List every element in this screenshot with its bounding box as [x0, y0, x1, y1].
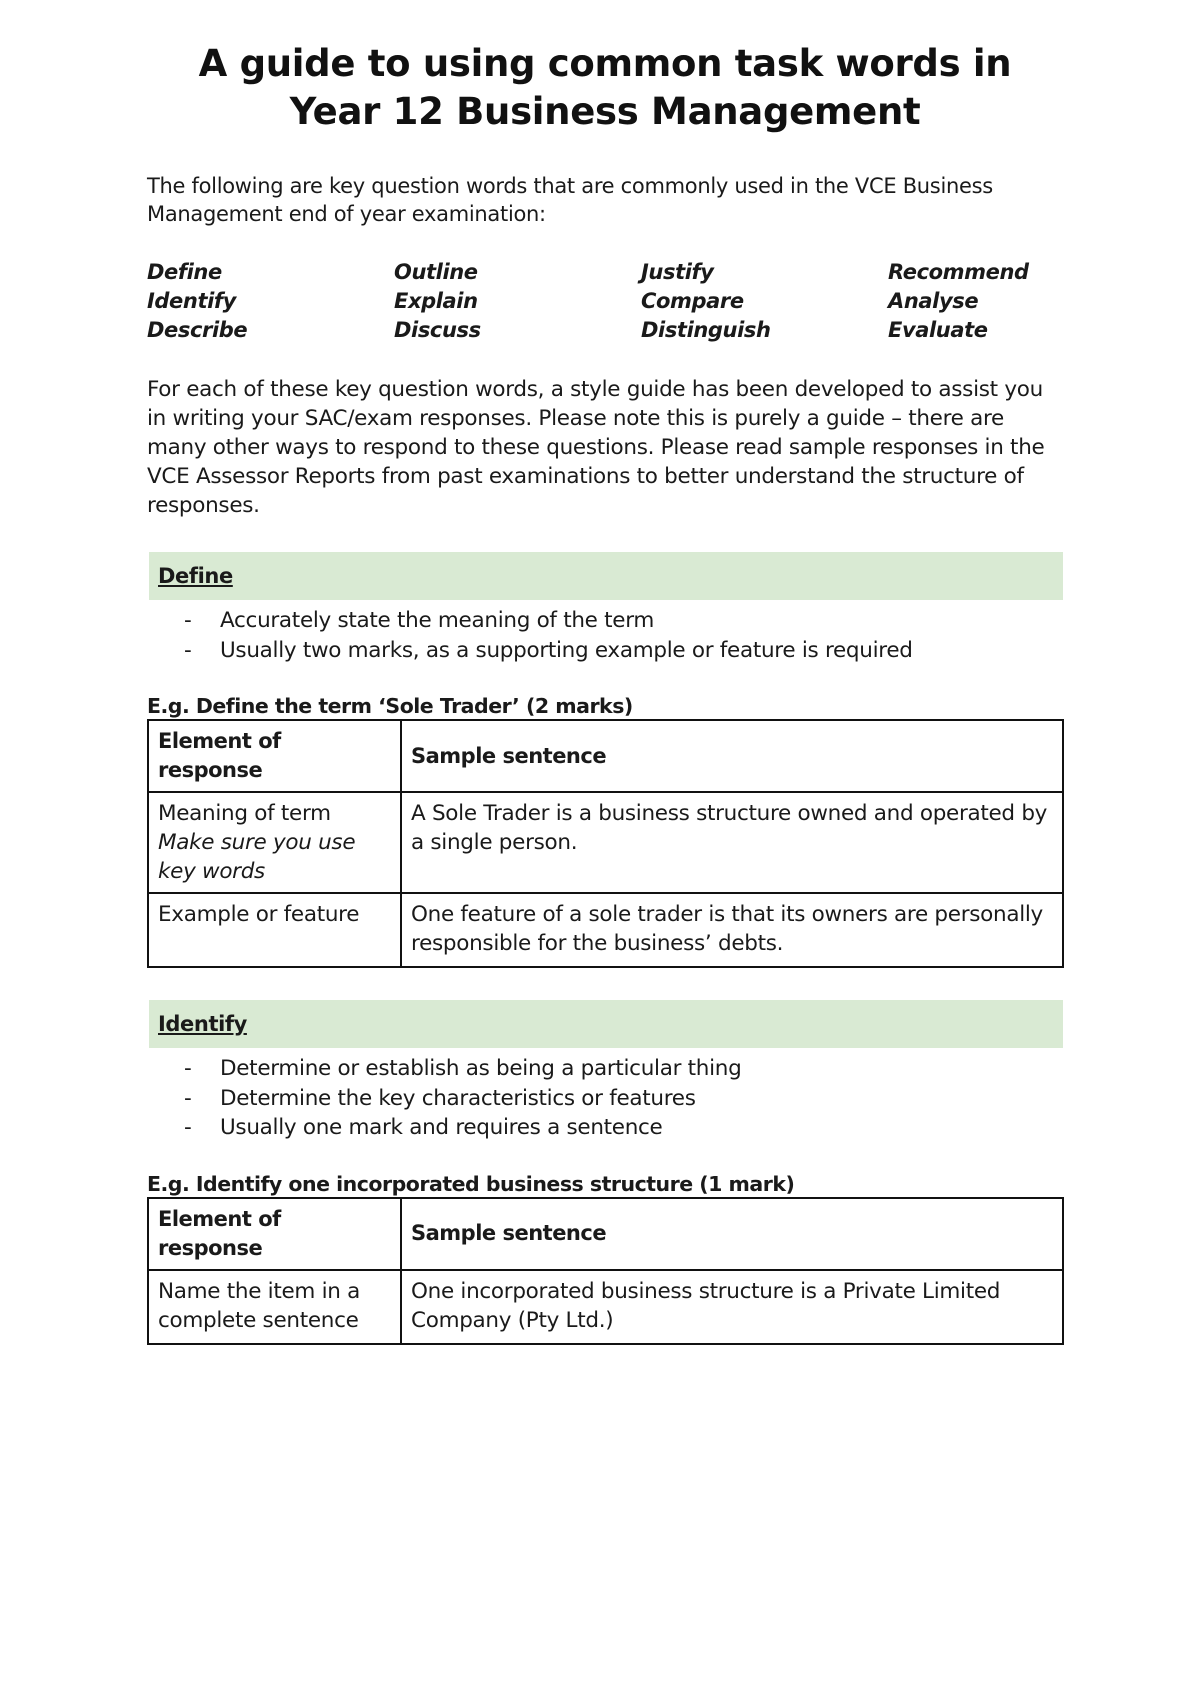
bullet-marker: -	[184, 637, 192, 663]
identify-example-question: E.g. Identify one incorporated business structure (1 mark)	[147, 1171, 795, 1196]
sample-cell: One feature of a sole trader is that its owners are personally responsible for the business’ debts.	[401, 893, 1063, 967]
element-text: Name the item in a complete sentence	[158, 1278, 360, 1333]
bullet-text: Usually one mark and requires a sentence	[220, 1115, 663, 1140]
bullet-text: Determine or establish as being a particular thing	[220, 1056, 742, 1081]
task-word: Justify	[641, 260, 714, 284]
document-title	[135, 40, 1075, 136]
bullet-marker: -	[184, 1056, 192, 1081]
bullet-text: Determine the key characteristics or features	[220, 1085, 696, 1111]
task-word: Identify	[147, 289, 236, 313]
task-word: Define	[147, 260, 222, 284]
table-row	[148, 1270, 1063, 1344]
bullet-marker: -	[184, 1085, 192, 1111]
list-item	[147, 636, 1062, 666]
element-text: Example or feature	[158, 902, 360, 927]
bullet-marker: -	[184, 608, 192, 633]
define-response-table	[147, 719, 1064, 968]
table-row	[148, 893, 1063, 967]
list-item	[147, 1113, 1062, 1143]
list-item	[147, 1084, 1062, 1114]
document-page	[147, 40, 1062, 1345]
define-example-question: E.g. Define the term ‘Sole Trader’ (2 marks)	[147, 694, 633, 718]
bullet-marker: -	[184, 1115, 192, 1140]
identify-bullet-list	[147, 1054, 1062, 1143]
table-row	[148, 792, 1063, 893]
title-line-1: A guide to using common task words in	[198, 42, 1012, 85]
column-header: Element of response	[148, 720, 401, 792]
task-word: Recommend	[888, 260, 1029, 284]
table-header-row	[148, 1198, 1063, 1270]
column-header: Sample sentence	[401, 720, 1063, 792]
task-word: Describe	[147, 318, 248, 342]
section-heading-define: Define	[149, 552, 1063, 600]
table-header-row	[148, 720, 1063, 792]
list-item	[147, 606, 1062, 636]
sample-cell: A Sole Trader is a business structure owned and operated by a single person.	[401, 792, 1063, 893]
column-header: Element of response	[148, 1198, 401, 1270]
element-cell	[148, 1270, 401, 1344]
task-word: Discuss	[394, 318, 481, 342]
element-tip: Make sure you use key words	[158, 830, 356, 884]
task-word: Evaluate	[888, 318, 988, 342]
task-words-grid	[147, 258, 1062, 345]
task-word: Explain	[394, 289, 478, 313]
sample-cell: One incorporated business structure is a Private Limited Company (Pty Ltd.)	[401, 1270, 1063, 1344]
task-word: Outline	[394, 260, 478, 284]
task-word: Compare	[641, 289, 744, 313]
intro-text: The following are key question words that are commonly used in the VCE Business Management end of year examination:	[147, 174, 993, 226]
title-line-2: Year 12 Business Management	[289, 90, 921, 133]
section-heading-identify: Identify	[149, 1000, 1063, 1048]
bullet-text: Usually two marks, as a supporting example or feature is required	[220, 637, 913, 663]
task-word: Distinguish	[641, 318, 771, 342]
identify-response-table	[147, 1197, 1064, 1345]
column-header: Sample sentence	[401, 1198, 1063, 1270]
element-text: Meaning of term	[158, 801, 331, 826]
title-block	[135, 40, 1075, 136]
element-cell	[148, 893, 401, 967]
guide-paragraph: For each of these key question words, a style guide has been developed to assist you in writing your SAC/exam responses. Please note this is purely a guide – there are many other ways to respond to these questions. Please read sample responses in the VCE Assessor Reports from past examinations to better understand the structure of responses.	[147, 377, 1045, 518]
bullet-text: Accurately state the meaning of the term	[220, 608, 655, 633]
list-item	[147, 1054, 1062, 1084]
define-bullet-list	[147, 606, 1062, 665]
element-cell	[148, 792, 401, 893]
task-word: Analyse	[888, 289, 979, 313]
